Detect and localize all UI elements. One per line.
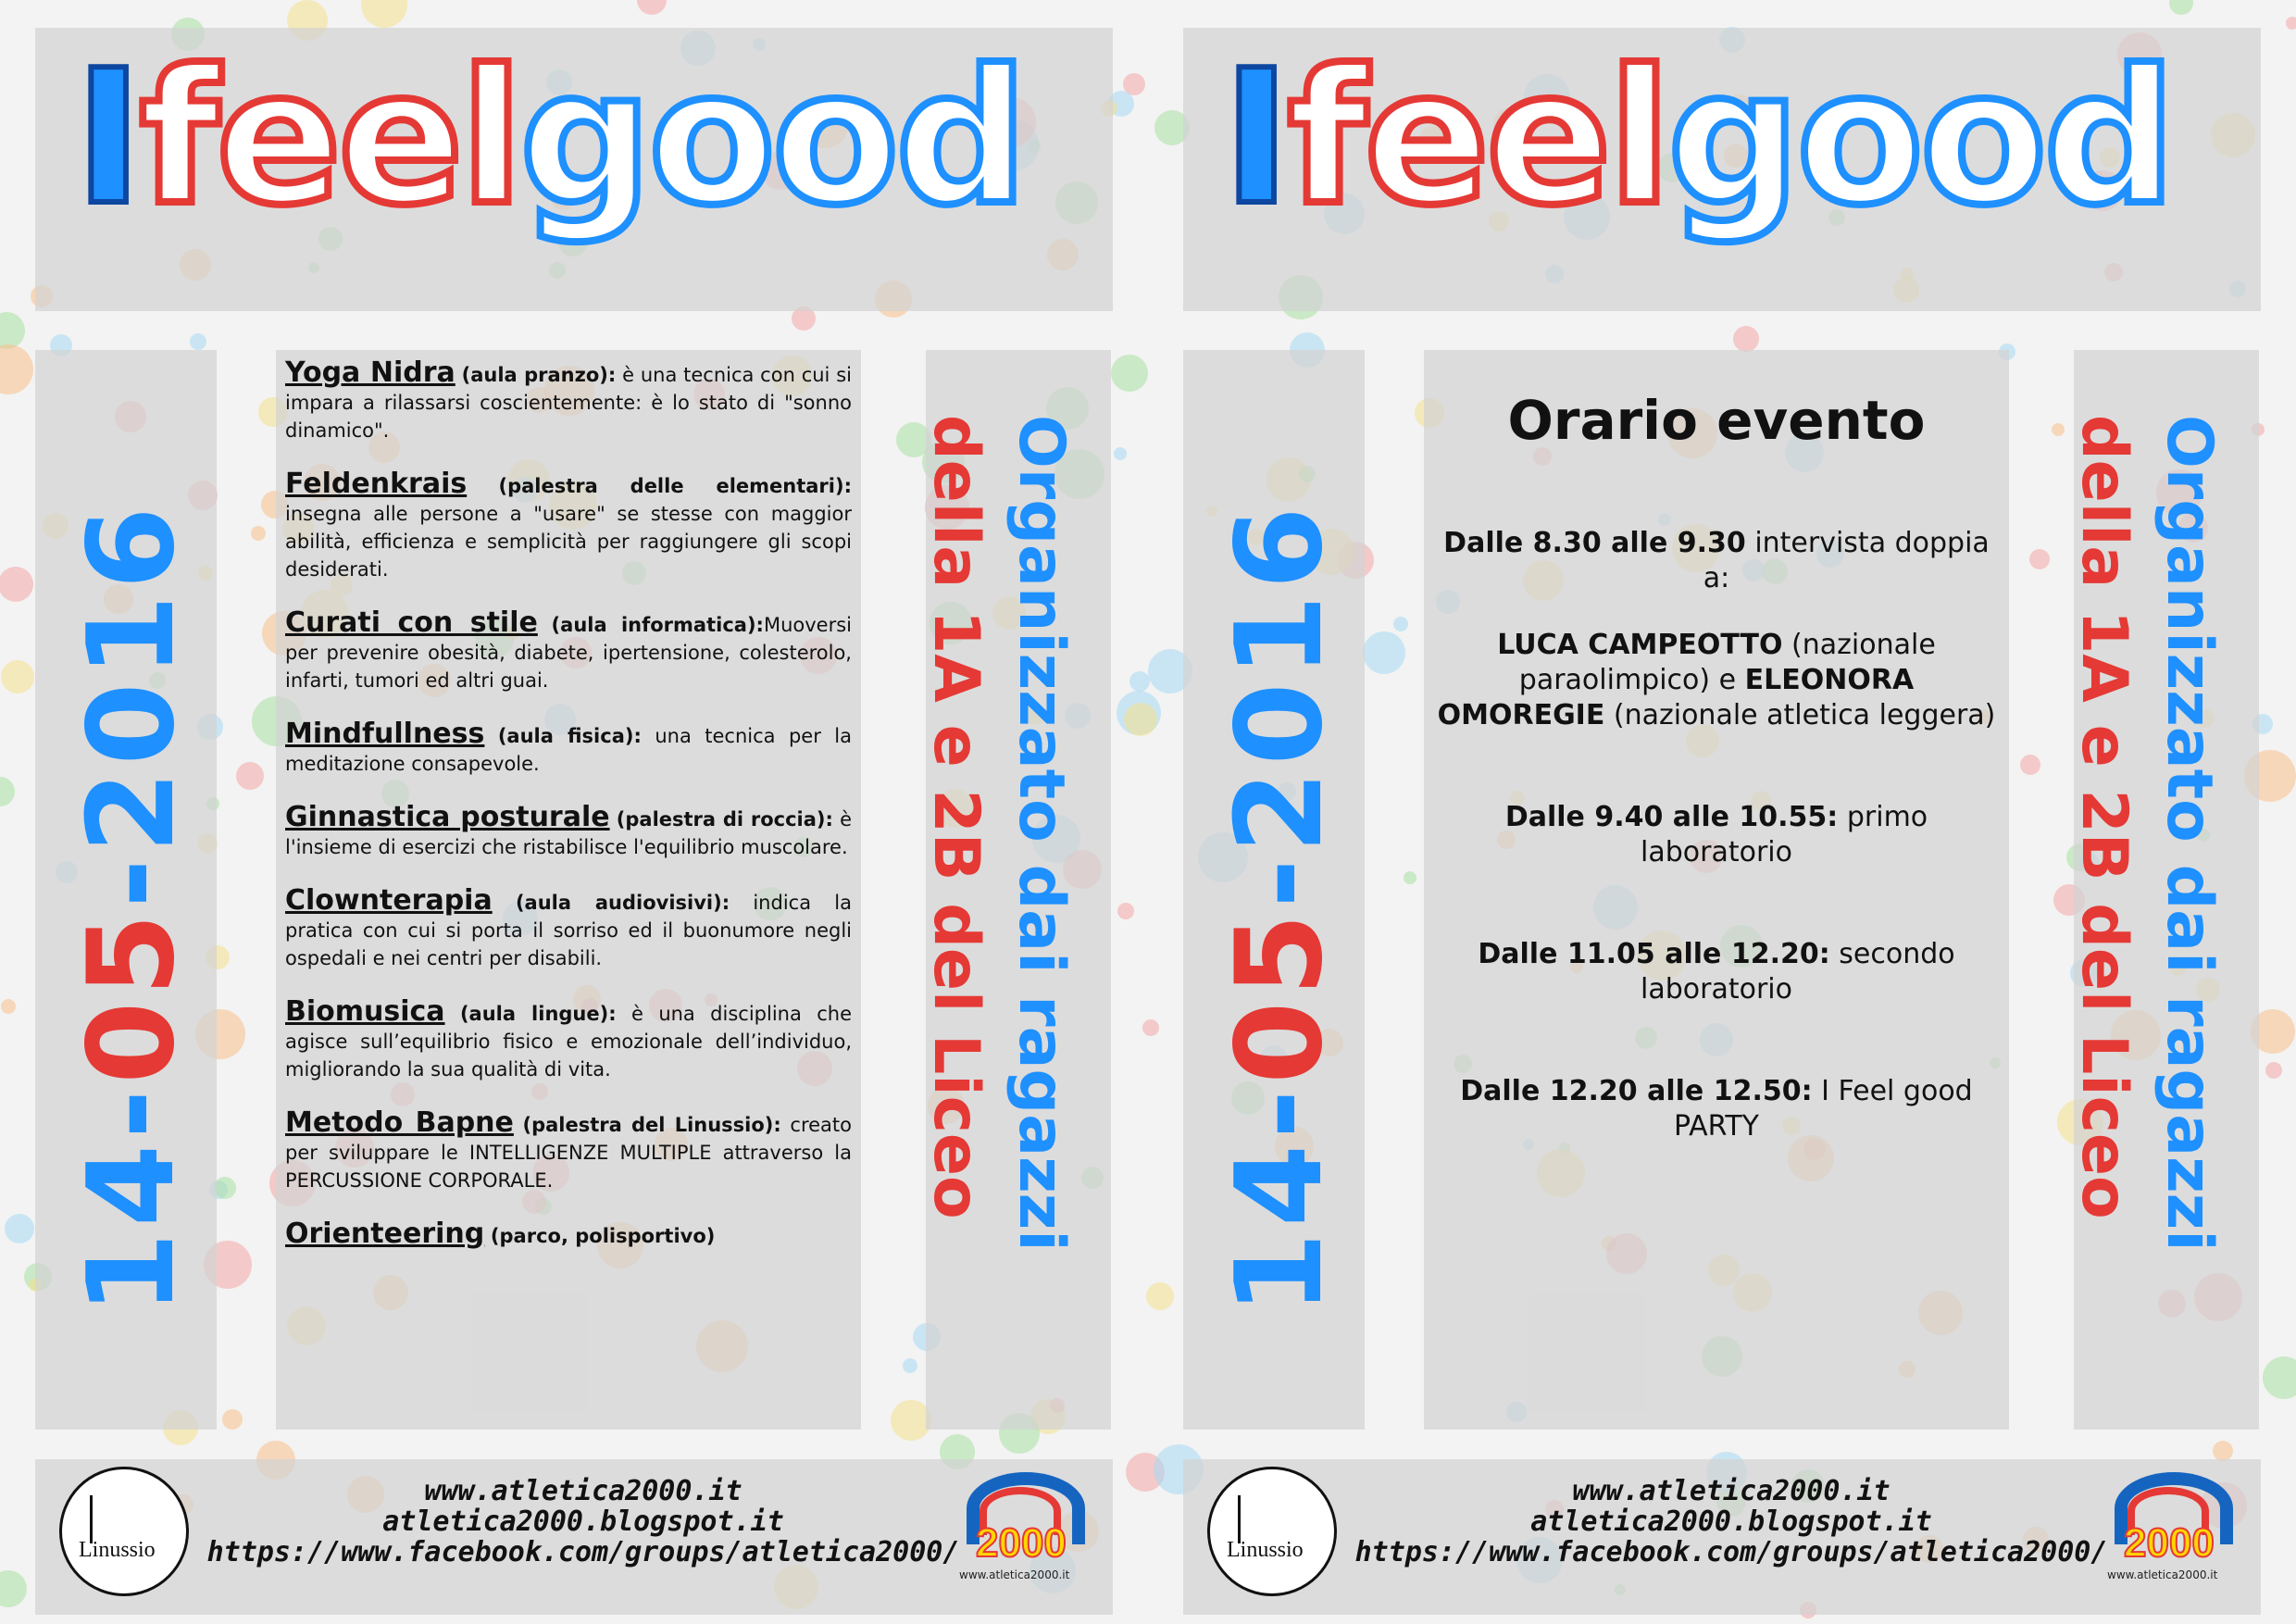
blog-link[interactable]: atletica2000.blogspot.it — [1530, 1505, 1932, 1538]
schedule-title: Orario evento — [1507, 389, 1926, 452]
atletica2000-logo: 2000 www.atletica2000.it — [948, 1463, 1078, 1583]
list-item: Clownterapia (aula audiovisivi): indica la pratica con cui si porta il sorriso ed il buonumore negli ospedali e nei centri per disabili. — [285, 884, 852, 969]
organizer-text: Organizzato dai ragazzi della 1A e 2B del Liceo — [919, 415, 1078, 1252]
schedule-slot: Dalle 12.20 alle 12.50: I Feel good PARTY — [1460, 1075, 1973, 1143]
list-item: Biomusica (aula lingue): è una disciplina che agisce sull’equilibrio fisico e emozionale dell’individuo, migliorando la sua qualità di vita. — [285, 995, 853, 1081]
list-item: Feldenkrais (palestra delle elementari): insegna alle persone a "usare" se stesse con maggior abilità, efficienza e semplicità per raggiungere gli scopi desiderati. — [285, 468, 852, 581]
activities-list — [285, 356, 853, 1276]
organizer-text: Organizzato dai ragazzi della 1A e 2B del Liceo — [2067, 415, 2226, 1252]
schedule-slot: Dalle 9.40 alle 10.55: primo laboratorio — [1504, 801, 1928, 868]
list-item: Yoga Nidra (aula pranzo): è una tecnica con cui si impara a rilassarsi coscientemente: è lo stato di "sonno dinamico". — [285, 356, 852, 442]
schedule-slot: LUCA CAMPEOTTO (nazionale paraolimpico) e ELEONORA OMOREGIE (nazionale atletica leggera) — [1437, 629, 1996, 731]
website-link[interactable]: www.atletica2000.it — [1572, 1475, 1890, 1507]
list-item: Ginnastica posturale (palestra di roccia): è l'insieme di esercizi che ristabilisce l'equilibrio muscolare. — [285, 801, 852, 858]
facebook-link[interactable]: https://www.facebook.com/groups/atletica2000/ — [1354, 1536, 2108, 1568]
list-item: Orienteering (parco, polisportivo) — [285, 1218, 716, 1250]
event-date: 14-05-2016 — [1211, 501, 1349, 1315]
event-schedule — [1433, 389, 2000, 1211]
footer-links — [1333, 1476, 2129, 1568]
list-item: Metodo Bapne (palestra del Linussio): creato per sviluppare le INTELLIGENZE MULTIPLE attraverso la PERCUSSIONE CORPORALE. — [285, 1106, 852, 1192]
i-feel-good-logo: Ifeelgood — [1222, 31, 2173, 246]
schedule-slot: Dalle 11.05 alle 12.20: secondo laboratorio — [1478, 938, 1955, 1006]
atletica2000-logo: 2000 www.atletica2000.it — [2096, 1463, 2226, 1583]
schedule-slot: Dalle 8.30 alle 9.30 intervista doppia a: — [1443, 527, 1990, 594]
blog-link[interactable]: atletica2000.blogspot.it — [382, 1505, 784, 1538]
list-item: Curati con stile (aula informatica):Muoversi per prevenire obesità, diabete, ipertensione, colesterolo, infarti, tumori ed altri guai. — [285, 606, 852, 692]
linussio-logo: Linussio — [1207, 1467, 1337, 1596]
facebook-link[interactable]: https://www.facebook.com/groups/atletica2000/ — [206, 1536, 960, 1568]
linussio-logo: Linussio — [59, 1467, 189, 1596]
event-date: 14-05-2016 — [63, 501, 201, 1315]
i-feel-good-logo: Ifeelgood — [74, 31, 1025, 246]
list-item: Mindfullness (aula fisica): una tecnica per la meditazione consapevole. — [285, 718, 852, 775]
footer-links — [185, 1476, 981, 1568]
right-flyer — [1148, 0, 2296, 1624]
website-link[interactable]: www.atletica2000.it — [424, 1475, 742, 1507]
